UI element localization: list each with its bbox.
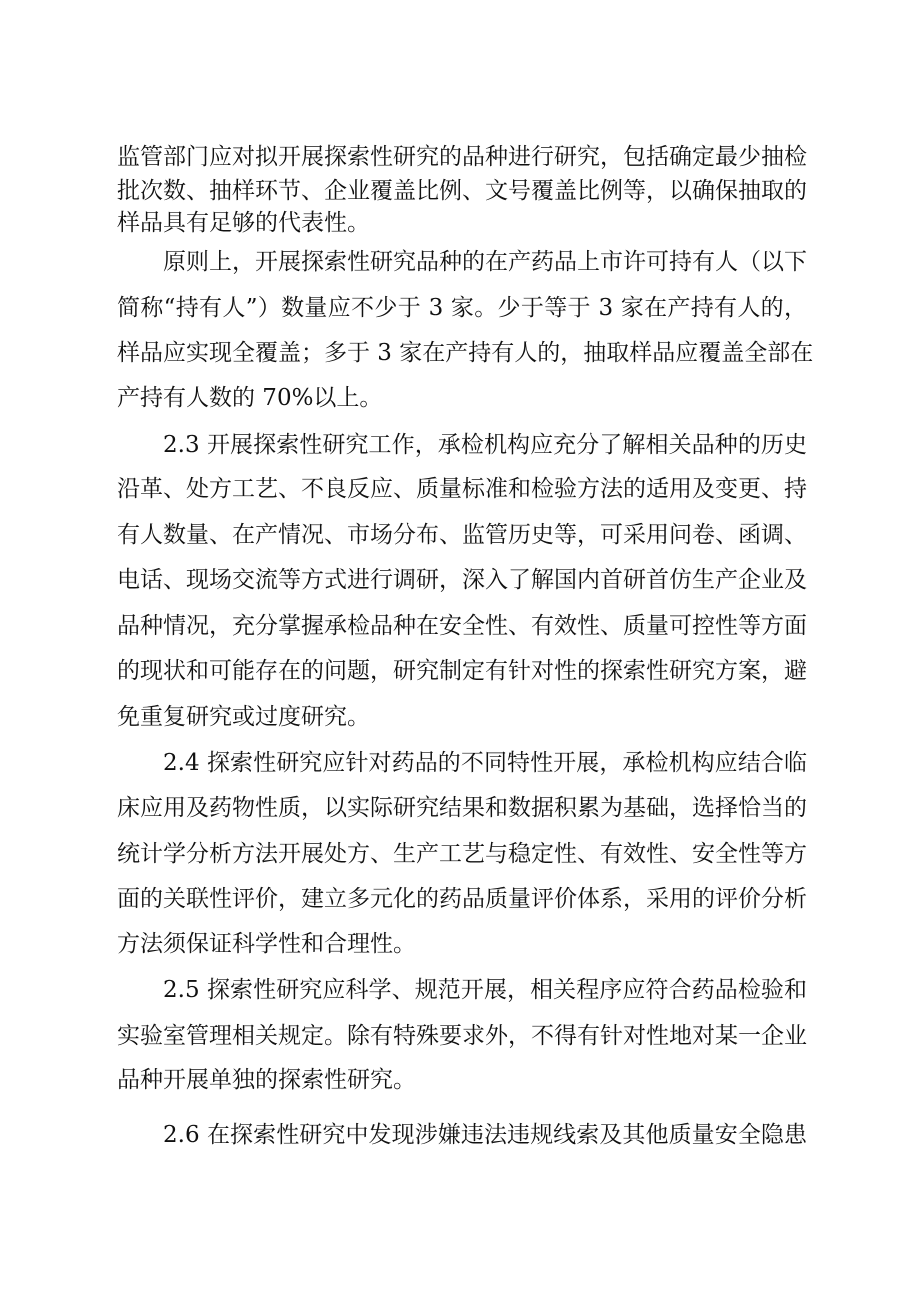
text-line: 有人数量、在产情况、市场分布、监管历史等，可采用问卷、函调、 [117,522,807,548]
text-line: 沿革、处方工艺、不良反应、质量标准和检验方法的适用及变更、持 [117,476,807,502]
text-line: 床应用及药物性质，以实际研究结果和数据积累为基础，选择恰当的 [117,795,807,821]
text-line: 面的关联性评价，建立多元化的药品质量评价体系，采用的评价分析 [117,886,807,912]
text-line: 品种开展单独的探索性研究。 [117,1067,416,1093]
text-line: 2.3 开展探索性研究工作，承检机构应充分了解相关品种的历史 [163,432,807,458]
text-line: 样品具有足够的代表性。 [117,210,370,236]
text-line: 免重复研究或过度研究。 [117,704,370,730]
text-line: 样品应实现全覆盖；多于 3 家在产持有人的，抽取样品应覆盖全部在 [117,340,814,366]
text-line: 2.4 探索性研究应针对药品的不同特性开展，承检机构应结合临 [163,750,807,776]
text-line: 原则上，开展探索性研究品种的在产药品上市许可持有人（以下 [163,249,807,275]
text-line: 监管部门应对拟开展探索性研究的品种进行研究，包括确定最少抽检 [117,144,807,170]
text-line: 批次数、抽样环节、企业覆盖比例、文号覆盖比例等，以确保抽取的 [117,178,807,204]
text-line: 简称“持有人”）数量应不少于 3 家。少于等于 3 家在产持有人的， [117,295,807,321]
text-line: 的现状和可能存在的问题，研究制定有针对性的探索性研究方案，避 [117,658,807,684]
text-line: 电话、现场交流等方式进行调研，深入了解国内首研首仿生产企业及 [117,567,807,593]
text-line: 2.6 在探索性研究中发现涉嫌违法违规线索及其他质量安全隐患 [163,1122,807,1148]
text-line: 实验室管理相关规定。除有特殊要求外，不得有针对性地对某一企业 [117,1023,807,1049]
text-line: 统计学分析方法开展处方、生产工艺与稳定性、有效性、安全性等方 [117,841,807,867]
text-line: 品种情况，充分掌握承检品种在安全性、有效性、质量可控性等方面 [117,613,807,639]
text-line: 2.5 探索性研究应科学、规范开展，相关程序应符合药品检验和 [163,977,807,1003]
text-line: 产持有人数的 70%以上。 [117,385,383,411]
text-line: 方法须保证科学性和合理性。 [117,931,416,957]
